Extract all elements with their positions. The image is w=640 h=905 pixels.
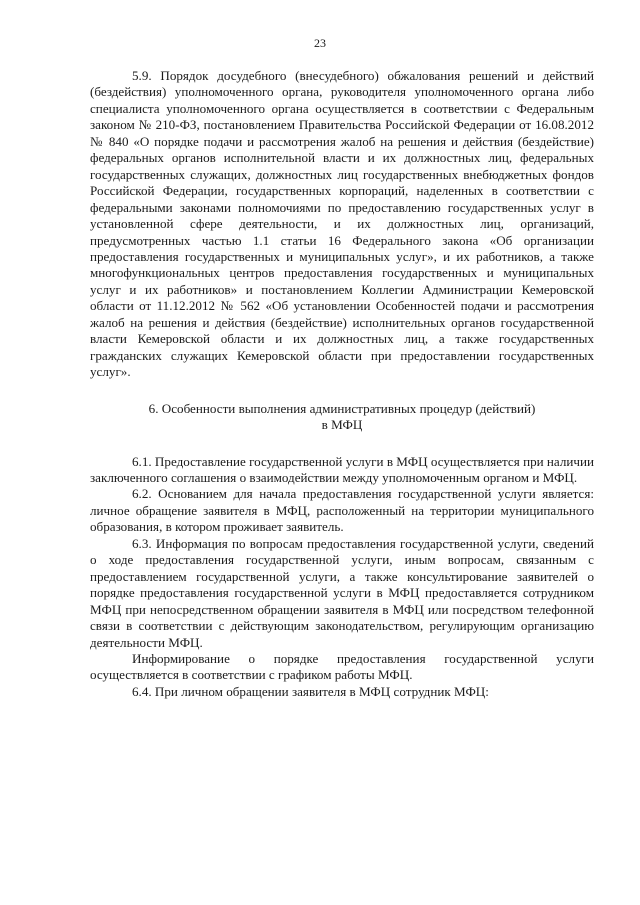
paragraph-6-2: 6.2. Основанием для начала предоставления государственной услуги является: личное обращение заявителя в МФЦ, расположенный на территории муниципального образования, в котором проживает заявитель. <box>90 486 594 535</box>
spacer <box>90 434 594 454</box>
paragraph-6-3: 6.3. Информация по вопросам предоставления государственной услуги, сведений о ходе предоставления государственной услуги, иным вопросам, связанным с предоставлением государственной услуги, а также консультирование заявителей о порядке предоставления государственной услуги в МФЦ предоставляется сотрудником МФЦ при непосредственном обращении заявителя в МФЦ или посредством телефонной связи в соответствии с действующим законодательством, регулирующим организацию деятельности МФЦ. <box>90 535 594 650</box>
paragraph-5-9: 5.9. Порядок досудебного (внесудебного) обжалования решений и действий (бездействия) уполномоченного органа, руководителя уполномоченного органа либо специалиста уполномоченного органа осуществляется в соответствии с Федеральным законом № 210-ФЗ, постановлением Правительства Российской Федерации от 16.08.2012 № 840 «О порядке подачи и рассмотрения жалоб на решения и действия (бездействие) федеральных органов исполнительной власти и их должностных лиц, федеральных государственных служащих, должностных лиц государственных внебюджетных фондов Российской Федерации, государственных корпораций, наделенных в соответствии с федеральными законами полномочиями по предоставлению государственных услуг в установленной сфере деятельности, и их должностных лиц, организаций, предусмотренных частью 1.1 статьи 16 Федерального закона «Об организации предоставления государственных и муниципальных услуг», и их работников, а также многофункциональных центров предоставления государственных и муниципальных услуг и их работников» и постановлением Коллегии Администрации Кемеровской области от 11.12.2012 № 562 «Об установлении Особенностей подачи и рассмотрения жалоб на решения и действия (бездействие) исполнительных органов государственной власти Кемеровской области и их должностных лиц, а также государственных гражданских служащих Кемеровской области при предоставлении государственных услуг». <box>90 68 594 380</box>
page-content <box>90 68 594 700</box>
spacer <box>90 381 594 401</box>
paragraph-6-1: 6.1. Предоставление государственной услуги в МФЦ осуществляется при наличии заключенного соглашения о взаимодействии между уполномоченным органом и МФЦ. <box>90 453 594 485</box>
paragraph-informing: Информирование о порядке предоставления государственной услуги осуществляется в соответствии с графиком работы МФЦ. <box>90 650 594 683</box>
section-heading-line-2: в МФЦ <box>321 417 363 433</box>
page-number: 23 <box>314 36 326 50</box>
paragraph-6-4: 6.4. При личном обращении заявителя в МФЦ сотрудник МФЦ: <box>132 683 489 699</box>
section-heading-line-1: 6. Особенности выполнения административных процедур (действий) <box>148 400 536 416</box>
